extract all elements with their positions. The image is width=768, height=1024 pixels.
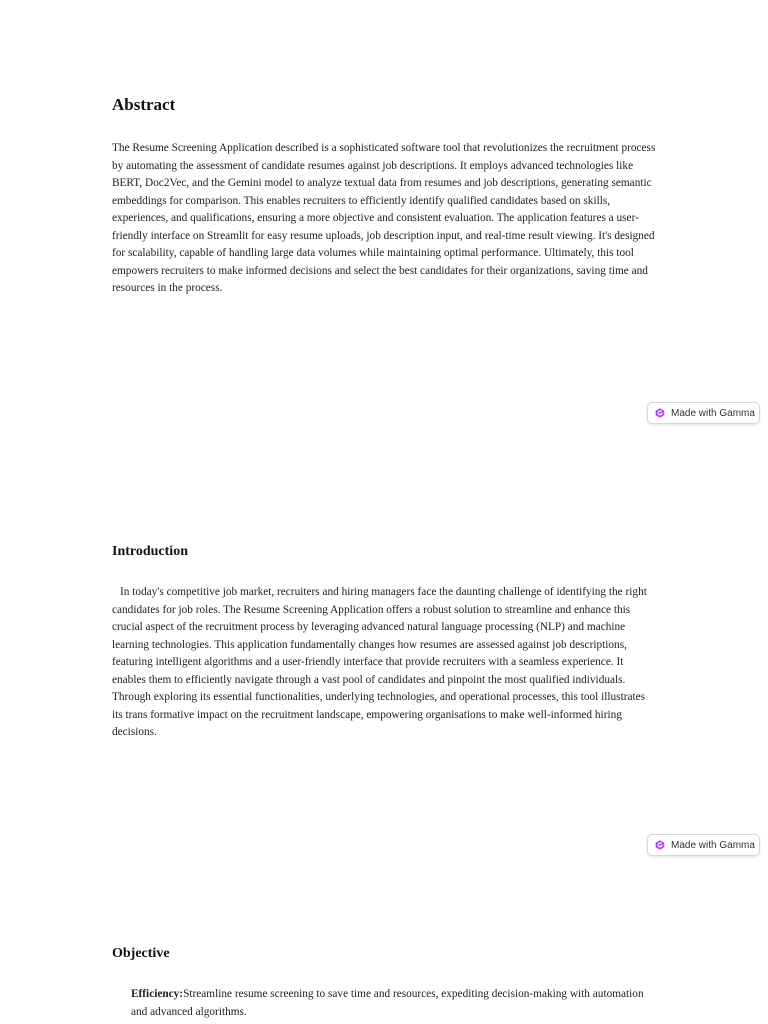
made-with-gamma-button[interactable] bbox=[647, 834, 760, 856]
objective-item-label: Efficiency: bbox=[131, 988, 184, 1000]
abstract-section bbox=[112, 95, 657, 298]
objective-heading: Objective bbox=[112, 946, 170, 961]
introduction-paragraph: In today's competitive job market, recruiters and hiring managers face the daunting challenge of identifying the right candidates for job roles. The Resume Screening Application offers a robust solution to streamline and enhance this crucial aspect of the recruitment process by leveraging advanced natural language processing (NLP) and machine learning technologies. This application fundamentally changes how resumes are assessed against job descriptions, featuring intelligent algorithms and a user-friendly interface that provide recruiters with a seamless experience. It enables them to efficiently navigate through a vast pool of candidates and pinpoint the most qualified individuals. Through exploring its essential functionalities, underlying technologies, and operational processes, this tool illustrates its trans formative impact on the recruitment landscape, empowering organisations to make well-informed hiring decisions. bbox=[112, 586, 647, 738]
made-with-gamma-button[interactable] bbox=[647, 402, 760, 424]
made-with-gamma-label: Made with Gamma bbox=[671, 407, 755, 419]
objective-item bbox=[131, 986, 657, 1021]
introduction-heading: Introduction bbox=[112, 544, 188, 559]
objective-item-text: Streamline resume screening to save time and resources, expediting decision-making with automation and advanced algorithms. bbox=[131, 988, 644, 1018]
gamma-logo-icon bbox=[655, 840, 665, 850]
introduction-section bbox=[112, 544, 657, 742]
gamma-logo-icon bbox=[655, 408, 665, 418]
objective-list bbox=[112, 986, 657, 1021]
made-with-gamma-label: Made with Gamma bbox=[671, 839, 755, 851]
abstract-paragraph: The Resume Screening Application described is a sophisticated software tool that revolutionizes the recruitment process by automating the assessment of candidate resumes against job descriptions. It employs advanced technologies like BERT, Doc2Vec, and the Gemini model to analyze textual data from resumes and job descriptions, generating semantic embeddings for comparison. This enables recruiters to efficiently identify qualified candidates based on skills, experiences, and qualifications, ensuring a more objective and consistent evaluation. The application features a user-friendly interface on Streamlit for easy resume uploads, job description input, and real-time result viewing. It's designed for scalability, capable of handling large data volumes while maintaining optimal performance. Ultimately, this tool empowers recruiters to make informed decisions and select the best candidates for their organizations, saving time and resources in the process. bbox=[112, 142, 656, 294]
abstract-heading: Abstract bbox=[112, 95, 176, 114]
objective-section bbox=[112, 946, 657, 1021]
